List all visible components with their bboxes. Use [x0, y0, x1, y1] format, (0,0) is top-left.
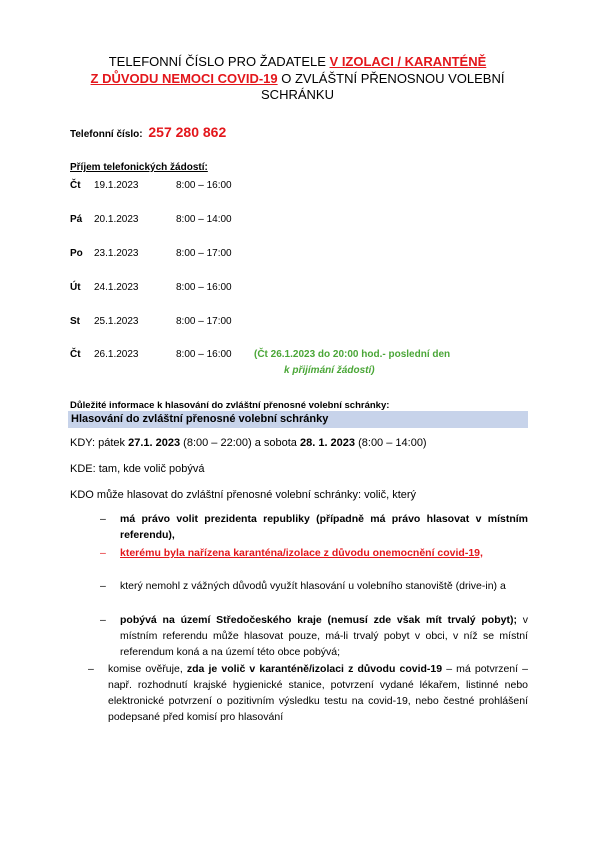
- bullet-dash: –: [100, 614, 106, 626]
- phone-number: 257 280 862: [148, 124, 227, 140]
- title-part4: O ZVLÁŠTNÍ PŘENOSNOU VOLEBNÍ SCHRÁNKU: [261, 70, 505, 102]
- bullet-text-bold: pobývá na území Středočeského kraje (nemusí zde však mít trvalý pobyt);: [120, 614, 517, 626]
- schedule-heading: Příjem telefonických žádostí:: [70, 162, 208, 173]
- schedule-deadline-note: (Čt 26.1.2023 do 20:00 hod.- poslední den: [254, 349, 451, 360]
- section-bar-title: Hlasování do zvláštní přenosné volební schránky: [71, 413, 329, 425]
- info-heading: Důležité informace k hlasování do zvláštní přenosné volební schránky:: [70, 400, 390, 411]
- schedule-deadline-note-line2: k přijímání žádostí): [284, 365, 375, 376]
- schedule-date: 26.1.2023: [94, 349, 139, 360]
- page-title: [60, 54, 535, 104]
- schedule-date: 19.1.2023: [94, 180, 139, 191]
- kdy-date-friday: 27.1. 2023: [128, 437, 181, 449]
- kdy-date-saturday: 28. 1. 2023: [299, 437, 356, 449]
- phone-row: [70, 124, 226, 140]
- phone-label: Telefonní číslo:: [70, 129, 143, 140]
- section-bar: [68, 411, 528, 428]
- bullet-text-rest: v místním referendu může hlasovat pouze, má-li trvalý pobyt v obci, v níž se místní referendum koná a na území této obce pobývá;: [120, 614, 528, 658]
- kdy-paragraph: [70, 437, 427, 449]
- kdy-text: pátek: [95, 437, 129, 449]
- schedule-date: 24.1.2023: [94, 282, 139, 293]
- bullet-dash: –: [100, 580, 106, 592]
- bullet-text-bold: zda je volič v karanténě/izolaci z důvodu covid-19: [186, 663, 443, 675]
- kdo-text: může hlasovat do zvláštní přenosné volební schránky: volič, který: [93, 489, 417, 501]
- kdo-paragraph: [70, 489, 416, 501]
- bullet-dash: –: [88, 663, 94, 675]
- bullet-item: [88, 661, 528, 731]
- bullet-text: který nemohl z vážných důvodů využít hlasování u volebního stanoviště (drive-in) a: [120, 580, 506, 592]
- bullet-text: má právo volit prezidenta republiky (případně má právo hlasovat v místním referendu),: [120, 513, 528, 541]
- schedule-time: 8:00 – 16:00: [176, 282, 232, 293]
- bullet-text-rest: – má potvrzení – např. rozhodnutí krajské hygienické stanice, potvrzení vydané lékařem, listinné nebo elektronické potvrzení o pozitivním výsledku testu na covid-19, nebo čestné prohlášení podepsané před komisí pro hlasování: [108, 663, 529, 723]
- bullet-text-start: komise ověřuje,: [108, 663, 187, 675]
- bullet-item: [100, 545, 528, 579]
- kdy-label: KDY:: [70, 437, 96, 449]
- bullet-item: [100, 511, 528, 545]
- schedule-day: Čt: [70, 180, 81, 191]
- kde-paragraph: [70, 463, 205, 475]
- schedule-date: 20.1.2023: [94, 214, 139, 225]
- kde-text: tam, kde volič pobývá: [95, 463, 205, 475]
- schedule-day: Po: [70, 248, 83, 259]
- schedule-time: 8:00 – 14:00: [176, 214, 232, 225]
- schedule-day: Pá: [70, 214, 83, 225]
- schedule-date: 23.1.2023: [94, 248, 139, 259]
- kde-label: KDE:: [70, 463, 96, 475]
- schedule-time: 8:00 – 17:00: [176, 316, 232, 327]
- schedule-day: St: [70, 316, 80, 327]
- kdy-text: (8:00 – 22:00) a sobota: [180, 437, 300, 449]
- bullet-dash: –: [100, 547, 106, 559]
- schedule-time: 8:00 – 16:00: [176, 349, 232, 360]
- bullet-text: [120, 612, 528, 660]
- title-red-isolation: V IZOLACI / KARANTÉNĚ: [329, 54, 487, 69]
- schedule-time: 8:00 – 17:00: [176, 248, 232, 259]
- schedule-time: 8:00 – 16:00: [176, 180, 232, 191]
- title-part1: TELEFONNÍ ČÍSLO PRO ŽADATELE: [108, 54, 330, 69]
- bullet-text: kterému byla nařízena karanténa/izolace z důvodu onemocnění covid-19,: [120, 547, 483, 559]
- bullet-text: [108, 661, 528, 725]
- kdy-text: (8:00 – 14:00): [355, 437, 427, 449]
- kdo-label: KDO: [70, 489, 94, 501]
- schedule-day: Čt: [70, 349, 81, 360]
- schedule-date: 25.1.2023: [94, 316, 139, 327]
- bullet-item: [100, 578, 528, 612]
- title-red-covid: Z DŮVODU NEMOCI COVID-19: [90, 70, 278, 86]
- schedule-day: Út: [70, 282, 81, 293]
- bullet-item: [100, 612, 528, 662]
- bullet-dash: –: [100, 513, 106, 525]
